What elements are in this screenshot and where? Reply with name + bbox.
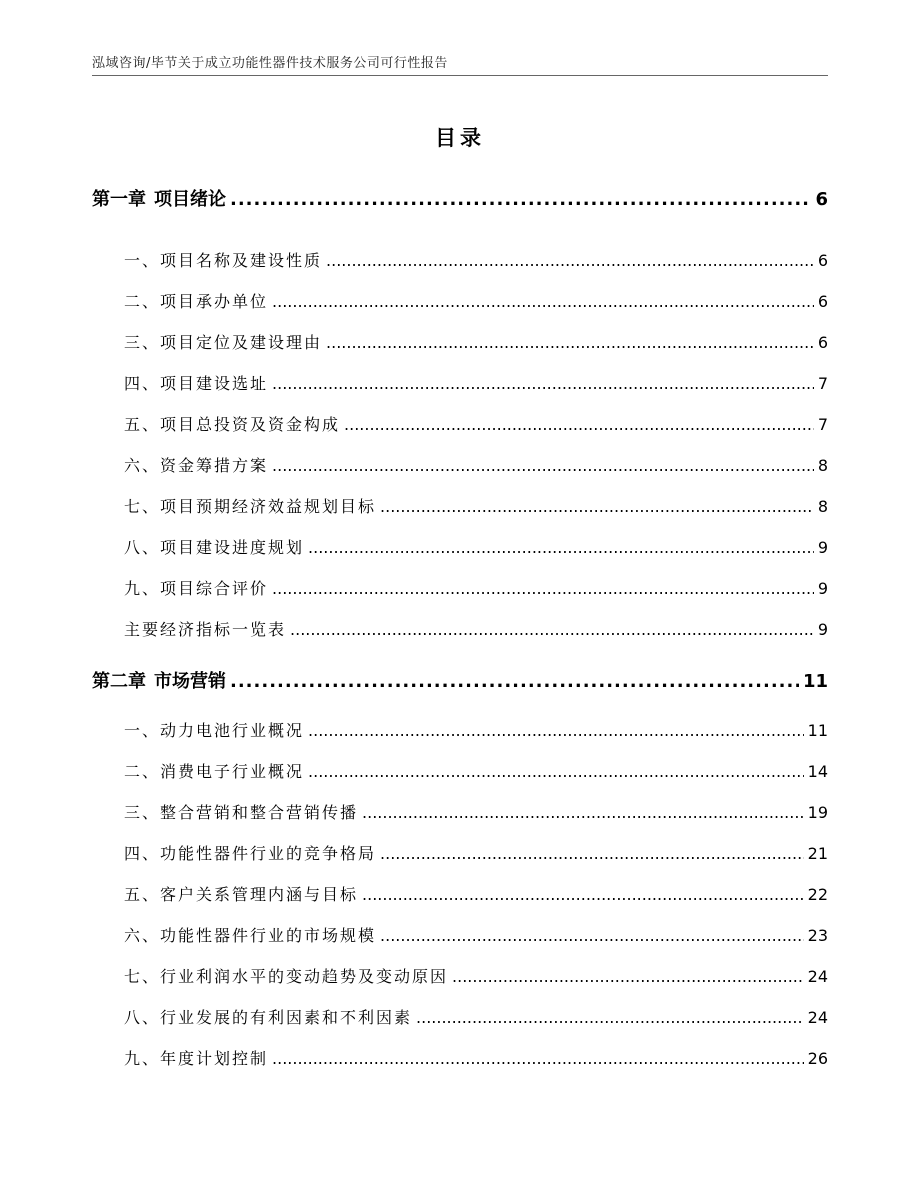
toc-entry-label: 项目定位及建设理由: [160, 333, 323, 352]
toc-entry-page: 21: [807, 844, 828, 863]
dot-leader: [326, 333, 814, 352]
toc-entry-label: 行业发展的有利因素和不利因素: [160, 1008, 413, 1027]
toc-entry-number: 一、: [124, 251, 161, 270]
toc-entry-page: 7: [817, 415, 828, 434]
toc-entry-page: 6: [817, 333, 828, 352]
toc-section-entry[interactable]: [124, 412, 828, 435]
dot-leader: [230, 671, 799, 692]
running-header: 泓域咨询/毕节关于成立功能性器件技术服务公司可行性报告: [92, 56, 448, 71]
dot-leader: [362, 803, 804, 822]
toc-entry-number: 八、: [124, 538, 161, 557]
toc-entry-page: 24: [807, 1008, 828, 1027]
toc-section-entry[interactable]: [124, 759, 828, 782]
dot-leader: [380, 497, 814, 516]
toc-section-entry[interactable]: [124, 800, 828, 823]
toc-entry-page: 6: [815, 189, 828, 210]
toc-entry-number: 九、: [124, 579, 161, 598]
toc-entry-number: 第一章: [92, 189, 146, 210]
toc-entry-page: 9: [817, 579, 828, 598]
toc-entry-number: 六、: [124, 456, 161, 475]
toc-entry-label: 项目综合评价: [160, 579, 269, 598]
toc-title: 目录: [435, 126, 485, 150]
toc-section-entry[interactable]: [124, 371, 828, 394]
toc-entry-number: 四、: [124, 374, 161, 393]
toc-entry-page: 22: [807, 885, 828, 904]
toc-section-entry[interactable]: [124, 718, 828, 741]
toc-entry-page: 23: [807, 926, 828, 945]
dot-leader: [344, 415, 814, 434]
toc-section-entry[interactable]: [124, 494, 828, 517]
toc-entry-label: 客户关系管理内涵与目标: [160, 885, 359, 904]
toc-entry-number: 二、: [124, 292, 161, 311]
dot-leader: [272, 456, 814, 475]
dot-leader: [308, 762, 804, 781]
toc-entry-number: 七、: [124, 967, 161, 986]
toc-section-entry[interactable]: [124, 964, 828, 987]
toc-entry-number: 九、: [124, 1049, 161, 1068]
toc-entry-page: 24: [807, 967, 828, 986]
toc-entry-number: 三、: [124, 803, 161, 822]
toc-section-entry[interactable]: [124, 923, 828, 946]
toc-entry-number: 五、: [124, 885, 161, 904]
dot-leader: [272, 292, 814, 311]
toc-entry-page: 9: [817, 538, 828, 557]
toc-entry-page: 7: [817, 374, 828, 393]
toc-entry-number: 三、: [124, 333, 161, 352]
dot-leader: [452, 967, 804, 986]
toc-entry-label: 市场营销: [154, 671, 226, 692]
toc-entry-number: 五、: [124, 415, 161, 434]
toc-entry-page: 8: [817, 497, 828, 516]
toc-section-entry[interactable]: [124, 535, 828, 558]
toc-section-entry[interactable]: [124, 1005, 828, 1028]
toc-entry-label: 动力电池行业概况: [160, 721, 305, 740]
toc-chapter-entry[interactable]: [92, 667, 828, 693]
toc-section-entry[interactable]: [124, 330, 828, 353]
toc-entry-label: 项目总投资及资金构成: [160, 415, 341, 434]
dot-leader: [230, 189, 811, 210]
toc-entry-label: 主要经济指标一览表: [124, 620, 287, 639]
dot-leader: [326, 251, 814, 270]
toc-entry-label: 项目建设选址: [160, 374, 269, 393]
toc-entry-label: 年度计划控制: [160, 1049, 269, 1068]
toc-entry-number: 第二章: [92, 671, 146, 692]
dot-leader: [290, 620, 814, 639]
toc-entry-page: 11: [802, 671, 828, 692]
toc-chapter-entry[interactable]: [92, 185, 828, 211]
toc-entry-label: 项目承办单位: [160, 292, 269, 311]
dot-leader: [416, 1008, 804, 1027]
toc-section-entry[interactable]: [124, 289, 828, 312]
dot-leader: [362, 885, 804, 904]
toc-section-entry[interactable]: [124, 453, 828, 476]
toc-entry-label: 项目绪论: [154, 189, 226, 210]
toc-entry-number: 七、: [124, 497, 161, 516]
toc-entry-number: 六、: [124, 926, 161, 945]
dot-leader: [380, 926, 804, 945]
toc-entry-label: 整合营销和整合营销传播: [160, 803, 359, 822]
toc-section-entry[interactable]: [124, 1046, 828, 1069]
toc-entry-label: 消费电子行业概况: [160, 762, 305, 781]
toc-entry-page: 11: [807, 721, 828, 740]
toc-entry-page: 19: [807, 803, 828, 822]
dot-leader: [272, 374, 814, 393]
toc-entry-label: 功能性器件行业的竞争格局: [160, 844, 377, 863]
toc-entry-page: 9: [817, 620, 828, 639]
toc-entry-number: 一、: [124, 721, 161, 740]
toc-entry-label: 行业利润水平的变动趋势及变动原因: [160, 967, 449, 986]
toc-section-entry[interactable]: [124, 841, 828, 864]
toc-entry-page: 14: [807, 762, 828, 781]
toc-entry-label: 功能性器件行业的市场规模: [160, 926, 377, 945]
toc-entry-page: 8: [817, 456, 828, 475]
toc-section-entry[interactable]: [124, 882, 828, 905]
toc-entry-label: 项目建设进度规划: [160, 538, 305, 557]
dot-leader: [308, 721, 804, 740]
dot-leader: [272, 579, 814, 598]
toc-entry-page: 6: [817, 251, 828, 270]
toc-entry-page: 26: [807, 1049, 828, 1068]
toc-entry-page: 6: [817, 292, 828, 311]
toc-entry-number: 四、: [124, 844, 161, 863]
toc-section-entry[interactable]: [124, 617, 828, 640]
toc-entry-label: 资金筹措方案: [160, 456, 269, 475]
dot-leader: [308, 538, 814, 557]
header-divider: [92, 75, 828, 76]
dot-leader: [380, 844, 804, 863]
toc-entry-label: 项目预期经济效益规划目标: [160, 497, 377, 516]
toc-entry-label: 项目名称及建设性质: [160, 251, 323, 270]
dot-leader: [272, 1049, 804, 1068]
toc-entry-number: 八、: [124, 1008, 161, 1027]
toc-entry-number: 二、: [124, 762, 161, 781]
toc-section-entry[interactable]: [124, 576, 828, 599]
toc-section-entry[interactable]: [124, 248, 828, 271]
